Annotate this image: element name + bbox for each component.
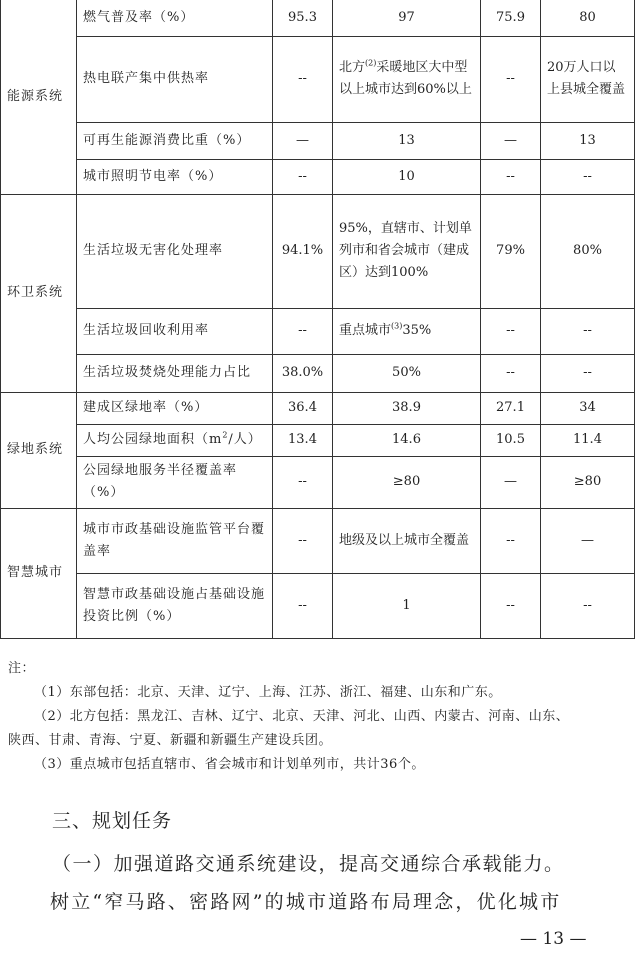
indicator-cell: 建成区绿地率（%）: [77, 392, 273, 424]
value-cell: --: [273, 573, 333, 638]
value-cell: 27.1: [481, 392, 541, 424]
value-cell: 1: [333, 573, 481, 638]
indicator-cell: 城市市政基础设施监管平台覆盖率: [77, 508, 273, 573]
paragraph-text: 树立“窄马路、密路网”的城市道路布局理念，优化城市: [50, 891, 562, 913]
note-2: （2）北方包括：黑龙江、吉林、辽宁、北京、天津、河北、山西、内蒙古、河南、山东、: [34, 709, 570, 724]
note-2-continued: 陕西、甘肃、青海、宁夏、新疆和新疆生产建设兵团。: [8, 733, 333, 748]
value-text: 重点城市: [339, 323, 392, 338]
value-cell: --: [273, 36, 333, 122]
value-cell: --: [273, 508, 333, 573]
value-cell: 80: [541, 0, 635, 36]
indicator-cell: 公园绿地服务半径覆盖率（%）: [77, 456, 273, 508]
value-cell: 20万人口以上县城全覆盖: [541, 36, 635, 122]
value-cell: —: [481, 122, 541, 159]
value-cell: 36.4: [273, 392, 333, 424]
note-3: （3）重点城市包括直辖市、省会城市和计划单列市，共计36个。: [34, 757, 425, 772]
value-cell: 10.5: [481, 424, 541, 456]
value-cell: 80%: [541, 194, 635, 308]
indicator-cell: 燃气普及率（%）: [77, 0, 273, 36]
value-cell: 地级及以上城市全覆盖: [333, 508, 481, 573]
value-cell: 14.6: [333, 424, 481, 456]
category-smart: 智慧城市: [1, 508, 77, 638]
table-row: [1, 36, 635, 122]
table-notes: [8, 657, 630, 777]
value-cell: --: [481, 508, 541, 573]
section-heading: 三、规划任务: [52, 810, 173, 832]
footnote-ref: (2): [365, 58, 377, 68]
indicator-cell: 可再生能源消费比重（%）: [77, 122, 273, 159]
value-cell: --: [541, 308, 635, 354]
page-number: — 13 —: [520, 929, 587, 949]
value-cell: --: [541, 573, 635, 638]
value-cell: --: [541, 354, 635, 392]
table-row: [1, 508, 635, 573]
indicator-cell: 智慧市政基础设施占基础设施投资比例（%）: [77, 573, 273, 638]
table-row: [1, 308, 635, 354]
category-energy: 能源系统: [1, 0, 77, 194]
value-cell: 94.1%: [273, 194, 333, 308]
table-row: [1, 424, 635, 456]
table-row: [1, 456, 635, 508]
value-cell: 95.3: [273, 0, 333, 36]
value-cell: [333, 308, 481, 354]
value-cell: 97: [333, 0, 481, 36]
indicator-text: 人均公园绿地面积（m: [83, 432, 223, 447]
value-cell: --: [481, 36, 541, 122]
value-cell: —: [541, 508, 635, 573]
table-row: [1, 354, 635, 392]
value-cell: 95%，直辖市、计划单列市和省会城市（建成区）达到100%: [333, 194, 481, 308]
value-cell: --: [273, 308, 333, 354]
indicator-cell: 生活垃圾回收利用率: [77, 308, 273, 354]
value-cell: 11.4: [541, 424, 635, 456]
table-row: [1, 159, 635, 194]
value-cell: 13.4: [273, 424, 333, 456]
value-cell: 79%: [481, 194, 541, 308]
value-cell: [333, 36, 481, 122]
indicator-cell: [77, 424, 273, 456]
value-cell: --: [481, 159, 541, 194]
notes-label: 注：: [8, 661, 36, 676]
indicator-cell: 生活垃圾焚烧处理能力占比: [77, 354, 273, 392]
value-cell: ≥80: [541, 456, 635, 508]
value-cell: ≥80: [333, 456, 481, 508]
table-row: [1, 573, 635, 638]
category-sanitation: 环卫系统: [1, 194, 77, 392]
indicator-cell: 生活垃圾无害化处理率: [77, 194, 273, 308]
table-row: [1, 0, 635, 36]
indicator-text: /人）: [228, 432, 262, 447]
table-row: [1, 392, 635, 424]
value-cell: 50%: [333, 354, 481, 392]
indicator-cell: 热电联产集中供热率: [77, 36, 273, 122]
indicator-cell: 城市照明节电率（%）: [77, 159, 273, 194]
subsection-heading: （一）加强道路交通系统建设，提高交通综合承载能力。: [52, 853, 565, 875]
value-cell: —: [273, 122, 333, 159]
value-cell: --: [541, 159, 635, 194]
value-cell: 13: [541, 122, 635, 159]
category-green: 绿地系统: [1, 392, 77, 508]
value-cell: --: [273, 456, 333, 508]
note-1: （1）东部包括：北京、天津、辽宁、上海、江苏、浙江、福建、山东和广东。: [34, 685, 502, 700]
value-text: 采暖地区大中型以上城市达到60%以上: [339, 60, 472, 97]
value-cell: --: [481, 354, 541, 392]
table-row: [1, 122, 635, 159]
value-cell: 38.0%: [273, 354, 333, 392]
table-row: [1, 194, 635, 308]
value-cell: --: [481, 573, 541, 638]
value-cell: 10: [333, 159, 481, 194]
value-text: 35%: [402, 323, 432, 338]
value-cell: 13: [333, 122, 481, 159]
value-text: 北方: [339, 60, 366, 75]
value-cell: —: [481, 456, 541, 508]
footnote-ref: (3): [391, 321, 403, 331]
value-cell: 38.9: [333, 392, 481, 424]
value-cell: 75.9: [481, 0, 541, 36]
value-cell: --: [481, 308, 541, 354]
value-cell: 34: [541, 392, 635, 424]
value-cell: --: [273, 159, 333, 194]
superscript: 2: [222, 430, 229, 440]
